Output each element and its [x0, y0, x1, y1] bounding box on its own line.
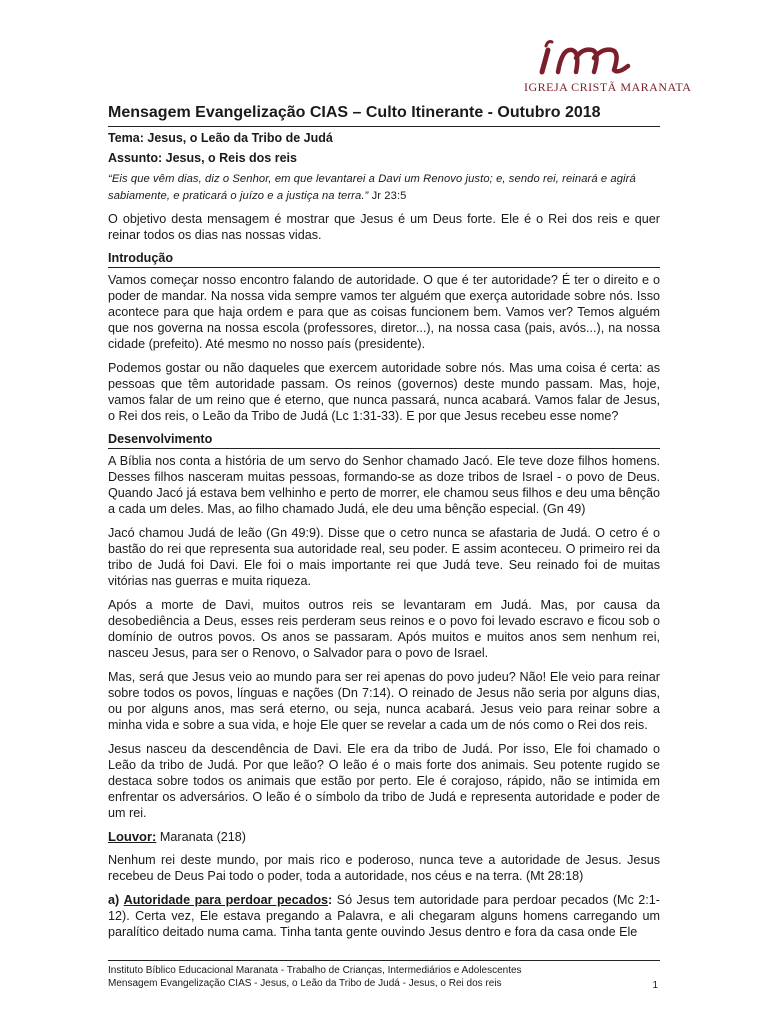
title-divider: [108, 126, 660, 127]
tema-label: Tema: Jesus, o Leão da Tribo de Judá: [108, 131, 333, 145]
footer-line-2: Mensagem Evangelização CIAS - Jesus, o Leão da Tribo de Judá - Jesus, o Rei dos reis: [108, 978, 502, 989]
item-marker: a): [108, 893, 120, 907]
page-footer: [108, 960, 660, 990]
paragraph: Jacó chamou Judá de leão (Gn 49:9). Disse que o cetro nunca se afastaria de Judá. O cetro é o bastão do rei que representa sua autoridade real, seu poder. E assim aconteceu. O primeiro rei da tribo de Judá foi Davi. Ele foi o mais importante rei que Judá teve. Seu reinado foi de muitas vitórias nas guerras e muita riqueza.: [108, 526, 660, 588]
assunto-label: Assunto: Jesus, o Reis dos reis: [108, 151, 297, 165]
paragraph: Mas, será que Jesus veio ao mundo para ser rei apenas do povo judeu? Não! Ele veio para reinar sobre todos os povos, línguas e nações (Dn 7:14). O reinado de Jesus não seria por alguns dias, ou por alguns anos, mas será eterno, ou seja, nunca acabará. Jesus veio para reinar sobre a minha vida e sobre a sua vida, e hoje Ele quer se revelar a cada um de nós como o Rei dos reis.: [108, 670, 660, 732]
org-name: IGREJA CRISTÃ MARANATA: [524, 80, 692, 94]
page-title: Mensagem Evangelização CIAS – Culto Itinerante - Outubro 2018: [108, 104, 601, 121]
footer-line-1: Instituto Bíblico Educacional Maranata - Trabalho de Crianças, Intermediários e Adolescentes: [108, 965, 522, 976]
document-body: [108, 102, 660, 948]
louvor-label: Louvor:: [108, 829, 157, 844]
section-heading-introducao: Introdução: [108, 251, 660, 268]
paragraph: Vamos começar nosso encontro falando de autoridade. O que é ter autoridade? É ter o direito e o poder de mandar. Na nossa vida sempre vamos ter alguém que exerça autoridade sobre nós. Isso acontece para que haja ordem e para que as coisas funcionem bem. Vamos ver? Temos alguém que nos governa na nossa escola (professores, diretor...), na nossa casa (pais, avós...), na nossa cidade (prefeito). Até mesmo no nosso país (presidente).: [108, 273, 660, 351]
logo: [520, 36, 690, 102]
quote-reference: Jr 23:5: [368, 190, 407, 202]
item-colon: :: [328, 893, 333, 907]
paragraph: Nenhum rei deste mundo, por mais rico e poderoso, nunca teve a autoridade de Jesus. Jesus recebeu de Deus Pai todo o poder, toda a autoridade, nos céus e na terra. (Mt 28:18): [108, 853, 660, 883]
louvor-value: Maranata (218): [156, 830, 246, 844]
louvor-line: [108, 829, 660, 844]
bible-quote: [108, 171, 660, 205]
paragraph: Jesus nasceu da descendência de Davi. Ele era da tribo de Judá. Por isso, Ele foi chamado o Leão da tribo de Judá. Por que leão? O leão é o mais forte dos animais. Seu potente rugido se destaca sobre todos os animais que estão por perto. Ele é corajoso, rápido, não se intimida em enfrentar os adversários. O leão é o símbolo da tribo de Judá e representa autoridade e poder de um rei.: [108, 742, 660, 820]
paragraph: Podemos gostar ou não daqueles que exercem autoridade sobre nós. Mas uma coisa é certa: as pessoas que têm autoridade passam. Os reinos (governos) deste mundo passam. Mas, hoje, vamos falar de um reino que é eterno, que nunca passará, nunca acabará. Vamos falar de Jesus, o Rei dos reis, o Leão da Tribo de Judá (Lc 1:31-33). E por que Jesus recebeu esse nome?: [108, 361, 660, 423]
list-item-a: [108, 892, 660, 940]
quote-text: “Eis que vêm dias, diz o Senhor, em que levantarei a Davi um Renovo justo; e, sendo rei, reinará e agirá sabiamente, e praticará o juízo e a justiça na terra.”: [108, 173, 636, 202]
item-title: Autoridade para perdoar pecados: [123, 893, 329, 907]
paragraph: Após a morte de Davi, muitos outros reis se levantaram em Judá. Mas, por causa da desobediência a Deus, esses reis perderam seus reinos e o povo foi levado escravo e ficou sob o domínio de outros povos. Os anos se passaram. Após muitos e muitos anos sem nenhum rei, nasceu Jesus, para ser o Renovo, o Salvador para o povo de Israel.: [108, 598, 660, 660]
section-heading-desenvolvimento: Desenvolvimento: [108, 432, 660, 449]
item-text: Só Jesus tem autoridade para perdoar pecados (Mc 2:1-12). Certa vez, Ele estava pregando a Palavra, e ali chegaram alguns homens carregando um paralítico deitado numa cama. Tinha tanta gente ouvindo Jesus dentro e fora da casa onde Ele: [108, 893, 660, 939]
paragraph: A Bíblia nos conta a história de um servo do Senhor chamado Jacó. Ele teve doze filhos homens. Desses filhos nasceram muitas pessoas, formando-se as doze tribos de Israel - o povo de Deus. Quando Jacó já estava bem velhinho e perto de morrer, ele chamou seus filhos e deu uma bênção a cada um deles. Mas, ao filho chamado Judá, ele deu uma bênção especial. (Gn 49): [108, 454, 660, 516]
page-number: 1: [652, 980, 658, 991]
intro-paragraph: O objetivo desta mensagem é mostrar que Jesus é um Deus forte. Ele é o Rei dos reis e quer reinar todos os dias nas nossas vidas.: [108, 212, 660, 242]
maranata-logo-icon: [532, 36, 642, 76]
